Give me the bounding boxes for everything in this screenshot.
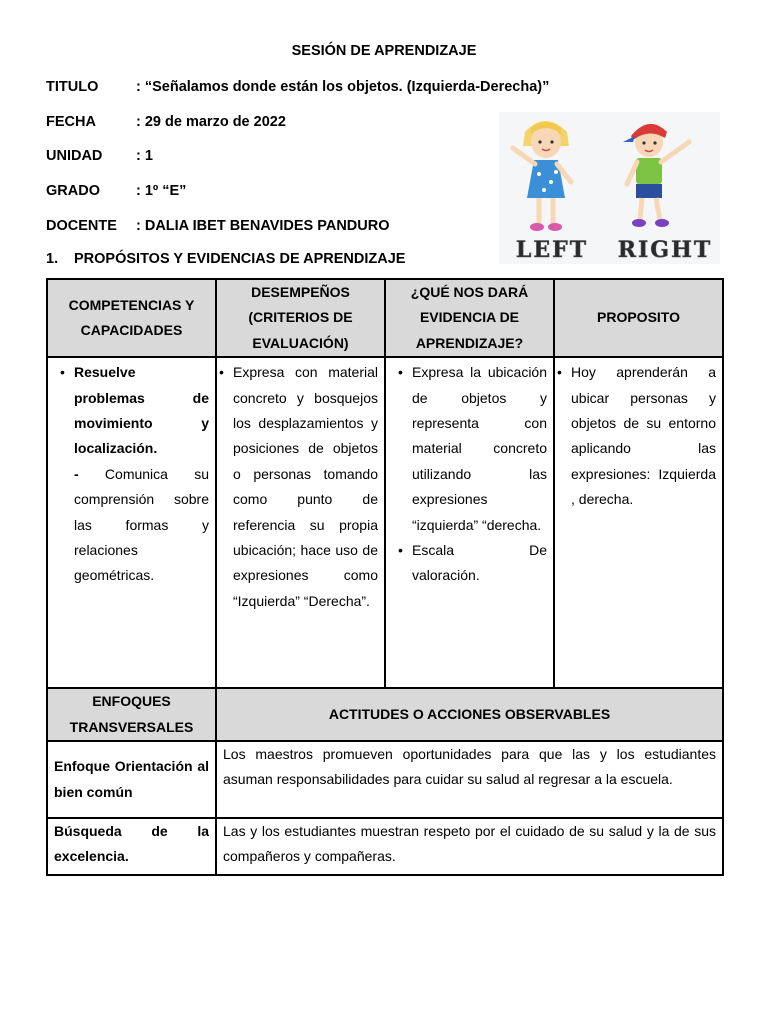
info-label: FECHA [46, 114, 96, 130]
capacidad-dash: - [74, 465, 79, 482]
left-word: LEFT [515, 237, 589, 263]
section-heading [46, 251, 405, 267]
info-label: UNIDAD [46, 148, 103, 164]
info-row-docente [46, 218, 390, 234]
evidencia-item: • Escala De valoración. [412, 538, 547, 589]
table-header-row [47, 279, 723, 357]
accion-cell: Las y los estudiantes muestran respeto por el cuidado de su salud y la de sus compañeros y compañeras. [216, 818, 723, 875]
enfoque-cell: Enfoque Orientación al bien común [47, 741, 216, 818]
kids-left-right-image [499, 112, 720, 264]
info-row-grado [46, 183, 186, 199]
desempeno-cell [216, 357, 385, 691]
table-row [47, 818, 723, 875]
competencia-item [74, 360, 209, 589]
proposito-item: • Hoy aprenderán a ubicar personas y objetos de su entorno aplicando las expresiones: Izquierda , derecha. [571, 360, 716, 512]
page-title: SESIÓN DE APRENDIZAJE [291, 43, 477, 59]
section-number: 1. [46, 251, 59, 267]
header-proposito: PROPOSITO [554, 279, 723, 357]
table-row [47, 741, 723, 818]
proposito-cell [554, 357, 723, 691]
capacidad-text: Comunica su comprensión sobre las formas y relaciones geométricas. [74, 465, 209, 584]
accion-cell: Los maestros promueven oportunidades para que las y los estudiantes asuman responsabilidades para cuidar su salud al regresar a la escuela. [216, 741, 723, 818]
info-value: : 29 de marzo de 2022 [136, 114, 286, 130]
info-value: : “Señalamos donde están los objetos. (Izquierda-Derecha)” [136, 79, 550, 95]
info-label: GRADO [46, 183, 100, 199]
evidencia-cell [385, 357, 554, 691]
info-label: TITULO [46, 79, 99, 95]
evidencia-item: • Expresa la ubicación de objetos y representa con material concreto utilizando las expresiones “izquierda” “derecha. [412, 360, 547, 538]
header-competencias: COMPETENCIAS Y CAPACIDADES [47, 279, 216, 357]
info-value: : 1 [136, 148, 153, 164]
right-word: RIGHT [617, 237, 713, 263]
section-title: PROPÓSITOS Y EVIDENCIAS DE APRENDIZAJE [74, 251, 406, 267]
info-row-unidad [46, 148, 153, 164]
competencia-title: Resuelve problemas de movimiento y localización. [74, 364, 209, 457]
header-evidencia: ¿QUÉ NOS DARÁ EVIDENCIA DE APRENDIZAJE? [385, 279, 554, 357]
purposes-table [46, 278, 724, 692]
enfoque-cell: Búsqueda de la excelencia. [47, 818, 216, 875]
info-value: : 1º “E” [136, 183, 187, 199]
info-row-fecha [46, 114, 286, 130]
left-right-illustration [499, 112, 720, 264]
header-desempenos: DESEMPEÑOS (CRITERIOS DE EVALUACIÓN) [216, 279, 385, 357]
info-row-titulo [46, 79, 549, 95]
info-label: DOCENTE [46, 218, 117, 234]
info-value: : DALIA IBET BENAVIDES PANDURO [136, 218, 390, 234]
table-header-row [47, 688, 723, 741]
header-enfoques: ENFOQUES TRANSVERSALES [47, 688, 216, 741]
header-actitudes: ACTITUDES O ACCIONES OBSERVABLES [216, 688, 723, 741]
competencias-cell [47, 357, 216, 691]
desempeno-item: • Expresa con material concreto y bosquejos los desplazamientos y posiciones de objetos o personas tomando como punto de referencia su propia ubicación; hace uso de expresiones como “Izquierda” “Derecha”. [233, 360, 378, 614]
table-row [47, 357, 723, 691]
enfoques-table [46, 687, 724, 876]
